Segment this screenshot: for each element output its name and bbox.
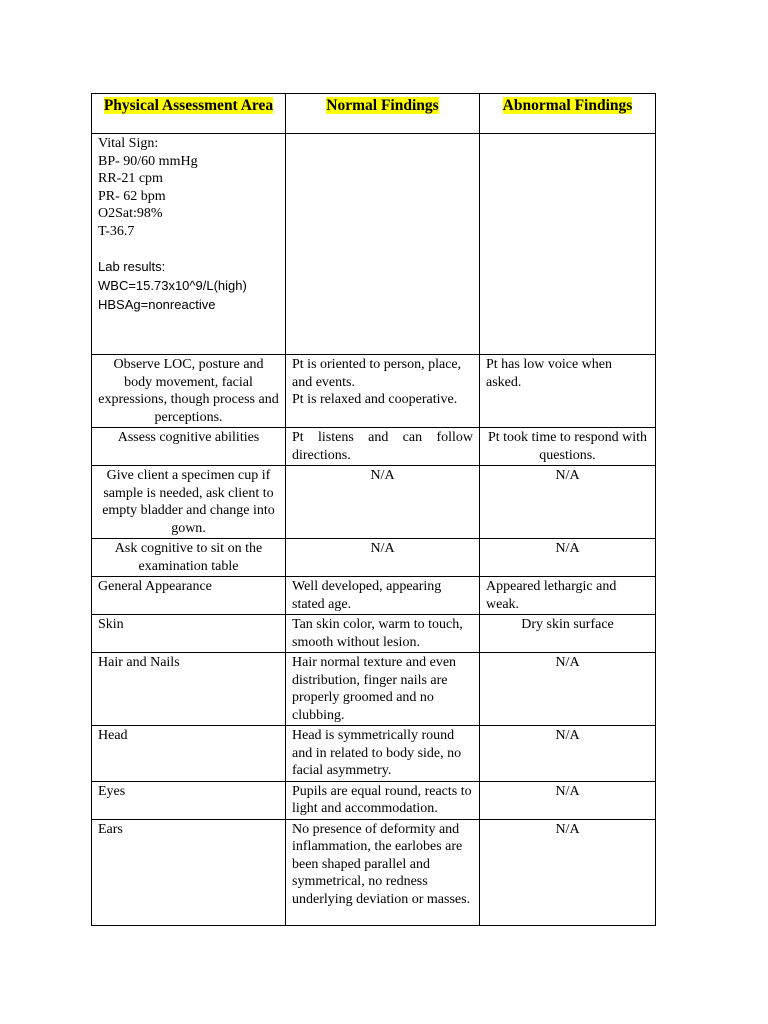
normal-cell: No presence of deformity and inflammation, the earlobes are been shaped parallel and symmetrical, no redness underlying deviation or masses.	[286, 819, 480, 925]
normal-cell: Tan skin color, warm to touch, smooth without lesion.	[286, 615, 480, 653]
vitals-line: Vital Sign:	[98, 136, 159, 151]
normal-cell: Pt listens and can follow directions.	[286, 428, 480, 466]
table-row	[92, 428, 656, 466]
abnormal-cell: N/A	[480, 726, 656, 782]
header-area: Physical Assessment Area	[92, 94, 286, 134]
lab-line: Lab results:	[98, 259, 166, 274]
normal-cell: Well developed, appearing stated age.	[286, 577, 480, 615]
normal-cell	[286, 355, 480, 428]
table-row-vitals	[92, 134, 656, 355]
vitals-line: RR-21 cpm	[98, 171, 163, 186]
table-row	[92, 819, 656, 925]
area-cell: Observe LOC, posture and body movement, facial expressions, though process and perceptions.	[92, 355, 286, 428]
table-row	[92, 726, 656, 782]
header-row	[92, 94, 656, 134]
abnormal-cell: Pt took time to respond with questions.	[480, 428, 656, 466]
normal-text: Pt is oriented to person, place, and events.	[292, 357, 462, 390]
abnormal-cell: N/A	[480, 781, 656, 819]
abnormal-cell: Appeared lethargic and weak.	[480, 577, 656, 615]
area-cell: Ears	[92, 819, 286, 925]
lab-line: WBC=15.73x10^9/L(high)	[98, 278, 247, 293]
table-row	[92, 539, 656, 577]
spacer	[98, 240, 279, 257]
table-row	[92, 781, 656, 819]
area-cell: Give client a specimen cup if sample is needed, ask client to empty bladder and change into gown.	[92, 466, 286, 539]
table-row	[92, 577, 656, 615]
abnormal-cell: N/A	[480, 466, 656, 539]
abnormal-cell: Dry skin surface	[480, 615, 656, 653]
header-abnormal: Abnormal Findings	[480, 94, 656, 134]
area-cell: Hair and Nails	[92, 653, 286, 726]
vitals-line: PR- 62 bpm	[98, 188, 166, 204]
area-cell: General Appearance	[92, 577, 286, 615]
area-cell: Ask cognitive to sit on the examination table	[92, 539, 286, 577]
abnormal-cell: N/A	[480, 653, 656, 726]
table-row	[92, 466, 656, 539]
abnormal-cell: N/A	[480, 539, 656, 577]
vitals-abnormal-cell	[480, 134, 656, 355]
table-row	[92, 653, 656, 726]
normal-text: Pt is relaxed and cooperative.	[292, 392, 458, 407]
abnormal-cell: Pt has low voice when asked.	[480, 355, 656, 428]
table-row	[92, 615, 656, 653]
normal-cell: N/A	[286, 539, 480, 577]
lab-line: HBSAg=nonreactive	[98, 297, 216, 312]
normal-cell: N/A	[286, 466, 480, 539]
normal-cell: Hair normal texture and even distribution, finger nails are properly groomed and no clubbing.	[286, 653, 480, 726]
table-row	[92, 355, 656, 428]
vitals-cell	[92, 134, 286, 355]
abnormal-cell: N/A	[480, 819, 656, 925]
area-cell: Assess cognitive abilities	[92, 428, 286, 466]
vitals-line: O2Sat:98%	[98, 206, 163, 221]
area-cell: Head	[92, 726, 286, 782]
vitals-line: BP- 90/60 mmHg	[98, 153, 198, 169]
normal-cell: Pupils are equal round, reacts to light and accommodation.	[286, 781, 480, 819]
vitals-normal-cell	[286, 134, 480, 355]
assessment-table	[91, 93, 656, 926]
normal-cell: Head is symmetrically round and in related to body side, no facial asymmetry.	[286, 726, 480, 782]
area-cell: Eyes	[92, 781, 286, 819]
area-cell: Skin	[92, 615, 286, 653]
vitals-line: T-36.7	[98, 223, 135, 239]
header-normal: Normal Findings	[286, 94, 480, 134]
